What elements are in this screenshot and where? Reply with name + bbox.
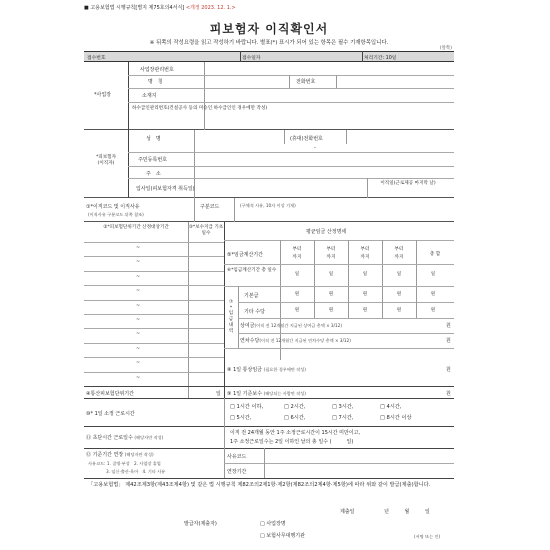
period-row-divider	[84, 314, 224, 315]
calc-period-from: 부터	[394, 247, 404, 252]
total-period-label: ④통산피보험단위기간	[86, 391, 134, 397]
calc-days-unit: 일	[430, 272, 436, 277]
workplace-section-label: *사업장	[94, 92, 111, 98]
period-extension-label: ⑫ 기준기간 연장 (해당자만 작성)	[86, 452, 154, 458]
wage-won-unit: 원	[430, 308, 436, 313]
issuer-agent-option[interactable]: □ 보험사무대행기관	[260, 533, 305, 539]
period-row-tilde: ~	[136, 360, 141, 367]
receipt-no-label: 접수번호	[87, 56, 106, 61]
annual-leave-label: 연차수당(이직 전 12개월간 지급된 연차수당 총액 × 3/12)	[240, 338, 351, 344]
work-hours-checkbox[interactable]: □ 7시간,	[332, 415, 354, 421]
wage-won-unit: 원	[328, 308, 334, 313]
avg-wage-title: 평균임금 산정명세	[306, 229, 347, 235]
receipt-header	[84, 51, 454, 62]
daily-ordinary-note: (필요한 경우에만 작성)	[263, 367, 306, 372]
work-hours-checkbox[interactable]: □ 3시간,	[332, 404, 354, 410]
workplace-phone-label: 전화번호	[296, 79, 316, 85]
hire-date-label: 입사일(피보험자격 취득일)	[136, 186, 195, 192]
reason-hint: (이직사유 구분코드 뒤쪽 참조)	[88, 212, 144, 217]
period-row-divider	[84, 343, 224, 344]
mobile-label: (휴대)전화번호	[290, 136, 323, 142]
wage-won-unit: 원	[362, 292, 368, 297]
wage-days-header: ③*보수지급 기초일수	[188, 225, 224, 236]
insured-name-label: 성 명	[146, 136, 161, 142]
resident-no-label: 주민등록번호	[138, 157, 167, 163]
source-line: ■ 고용보험법 시행규칙[별지 제75호의4서식] <개정 2023. 12. 1.>	[84, 5, 236, 11]
period-row-divider	[84, 300, 224, 301]
legal-statement: 「고용보험법」 제42조제3항(제43조제4항) 및 같은 법 시행규칙 제82조의2제1항·제2항(제82조의2제4항·제5항)에 따라 위와 같이 발급(제출)합니다.	[88, 482, 431, 488]
mobile-dash: -	[314, 145, 316, 151]
calc-period-from: 부터	[360, 247, 370, 252]
daily-ordinary-label: ⑧ 1일 통상임금 (필요한 경우에만 작성)	[227, 367, 306, 373]
revision-note: <개정 2023. 12. 1.>	[185, 5, 236, 11]
period-row-tilde: ~	[136, 273, 141, 280]
period-extension-note: (해당자만 작성)	[124, 452, 154, 457]
reason-code-line2: 3. 임신·출산·육아 4. 기타 사유	[106, 469, 166, 474]
work-hours-checkbox[interactable]: □ 4시간,	[380, 404, 402, 410]
receipt-date-label: 접수일자	[242, 56, 261, 61]
issuer-label: 발급자(제출자)	[184, 521, 217, 527]
workplace-name-label: 명 칭	[148, 79, 163, 85]
overtime-label: ⑪ 초단시간 근로일수 (해당자만 작성)	[86, 435, 164, 441]
overtime-note: (해당자만 작성)	[134, 435, 164, 440]
period-row-divider	[84, 256, 224, 257]
work-hours-checkbox[interactable]: □ 8시간 이상	[380, 415, 412, 421]
leave-date-label: 이직일(근로제공 마지막 날)	[380, 181, 436, 186]
category-code-label: 구분코드	[200, 204, 220, 210]
period-row-tilde: ~	[136, 331, 141, 338]
page-side-mark: (앞쪽)	[439, 46, 452, 51]
period-row-divider	[84, 372, 224, 373]
work-hours-label: ⑩* 1일 소정 근로시간	[86, 411, 135, 417]
annual-leave-won: 원	[446, 338, 451, 344]
reason-detail-hint: (구체적 사유, 10자 이상 기재)	[240, 203, 296, 208]
extension-period-label: 연장기간	[227, 469, 247, 475]
wage-won-unit: 원	[396, 308, 402, 313]
calc-period-label: ⑤*임금계산기간	[227, 252, 263, 258]
daily-base-note: (해당되는 사람만 작성)	[263, 391, 306, 396]
insured-period-header: ②*피보험단위기간 산정대상기간	[103, 225, 169, 230]
submit-date: 제출일 년 월 일	[340, 509, 430, 515]
period-row-divider	[84, 271, 224, 272]
work-hours-checkbox[interactable]: □ 6시간,	[284, 415, 306, 421]
calc-period-total-label: 총 합	[429, 252, 441, 257]
bonus-label: 상여금(이직 전 12개월간 지급된 상여금 총액 × 3/12)	[240, 323, 342, 329]
calc-period-to: 까지	[360, 255, 370, 260]
work-hours-checkbox[interactable]: □ 2시간,	[284, 404, 306, 410]
period-row-tilde: ~	[136, 288, 141, 295]
calc-days-unit: 일	[328, 272, 334, 277]
base-pay-label: 기본급	[244, 293, 259, 299]
period-row-divider	[84, 328, 224, 329]
wage-won-unit: 원	[328, 292, 334, 297]
calc-period-from: 부터	[326, 247, 336, 252]
calc-period-from: 부터	[292, 247, 302, 252]
bonus-won: 원	[446, 323, 451, 329]
calc-period-to: 까지	[394, 255, 404, 260]
period-row-tilde: ~	[136, 245, 141, 251]
calc-days-unit: 일	[362, 272, 368, 277]
mgmt-no-label: 사업장관리번호	[140, 67, 174, 73]
wage-won-unit: 원	[396, 292, 402, 297]
form-page	[84, 0, 454, 550]
wage-won-unit: 원	[362, 308, 368, 313]
insured-section-label: *피보험자 (이직자)	[95, 155, 117, 166]
calc-days-unit: 일	[396, 272, 402, 277]
overtime-line2: 1주 소정근로일수는 2일 이하인 날의 총 일수 ( 일)	[230, 439, 354, 445]
calc-days-label: ⑥*임금계산기간 총 일수	[227, 268, 277, 273]
wage-won-unit: 원	[294, 308, 300, 313]
insured-address-label: 주 소	[146, 171, 161, 177]
process-period-label: 처리기간: 10일	[364, 56, 397, 61]
workplace-address-label: 소재지	[142, 93, 157, 99]
period-row-tilde: ~	[136, 259, 141, 266]
work-hours-checkbox[interactable]: □ 1시간 이하,	[230, 404, 264, 410]
reason-code-line1: 사유코드: 1. 질병·부상 2. 사업장 휴업	[88, 461, 161, 466]
overtime-line1: 이직 전 24개월 동안 1주 소정근로시간이 15시간 미만이고,	[230, 430, 361, 436]
reason-label: ①*이직코드 및 이직사유	[86, 204, 140, 210]
daily-base-label: ⑨ 1일 기준보수 (해당되는 사람만 작성)	[227, 391, 306, 397]
signature-hint: (서명 또는 인)	[414, 534, 441, 539]
calc-period-to: 까지	[326, 255, 336, 260]
total-period-unit: 일	[216, 391, 221, 397]
reason-section	[84, 198, 454, 222]
annual-leave-note: (이직 전 12개월간 지급된 연차수당 총액 × 3/12)	[259, 338, 351, 343]
reason-code-label: 사유코드	[227, 454, 247, 460]
instructions-notice: ※ 뒤쪽의 작성요령을 읽고 작성하기 바랍니다. 별표(*) 표시가 되어 있는 항목은 필수 기재항목입니다.	[149, 40, 389, 46]
period-row-tilde: ~	[136, 317, 141, 323]
issuer-employer-option[interactable]: □ 사업장명	[260, 521, 286, 527]
wage-won-unit: 원	[430, 292, 436, 297]
page-title: 피보험자 이직확인서	[209, 22, 329, 36]
calc-period-to: 까지	[292, 255, 302, 260]
period-row-divider	[84, 357, 224, 358]
calc-days-unit: 일	[294, 272, 300, 277]
daily-base-won: 원	[446, 391, 451, 397]
subcontract-label: 하수급인관리번호(건설공사 등의 미승인 하수급인인 경우에만 작성)	[132, 106, 268, 111]
wage-won-unit: 원	[294, 292, 300, 297]
period-row-tilde: ~	[136, 374, 141, 381]
daily-ordinary-won: 원	[446, 367, 451, 373]
work-hours-checkbox[interactable]: □ 5시간,	[230, 415, 252, 421]
bonus-note: (이직 전 12개월간 지급된 상여금 총액 × 3/12)	[254, 323, 342, 328]
other-allow-label: 기타 수당	[244, 309, 265, 315]
wage-detail-label: ⑦ * 임 금 내 역	[228, 300, 234, 334]
period-row-tilde: ~	[136, 345, 141, 352]
period-row-divider	[84, 285, 224, 286]
period-row-tilde: ~	[136, 302, 141, 309]
